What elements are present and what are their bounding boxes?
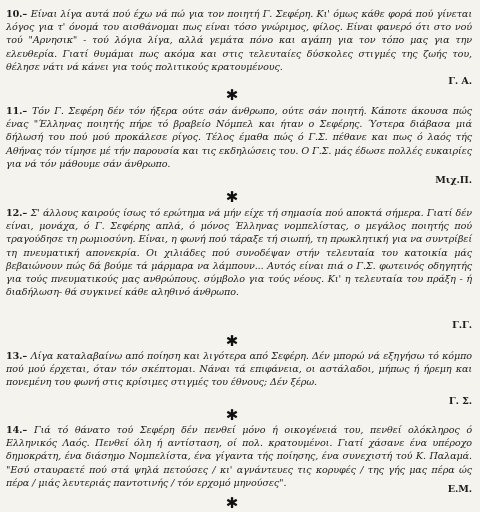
entry-number: 11: [6, 106, 20, 117]
asterisk-separator: ✱: [225, 494, 239, 512]
entry-signature: Γ. Α.: [448, 75, 472, 87]
entry-text: Γιά τό θάνατο τού Σεφέρη δέν πενθεί μόνο ή οικογένειά του, πενθεί ολόκληρος ό Ελληνικός Λαός. Πενθεί όλη ή αντίσταση, οί πολ. κρατουμένοι. Γιατί χάσανε ένα υπέροχο δημοκράτη, ένα διάσημο Νομπελίστα, ένα γίγαντα τής ποίησης, ένα συνεχιστή τού Κ. Παλαμά. "Εσύ σταυραετέ πού στά ψηλά πετούσες / κι' αγνάντευες τις κορυφές / της γής μας πέρα ώς πέρα / μιάς λευτεριάς παντοτινής / τόν ερχομό μηνούσες".: [6, 425, 472, 489]
entry-13: 13.– Λίγα καταλαβαίνω από ποίηση και λιγότερα από Σεφέρη. Δέν μπορώ νά εξηγήσω τό κόμπο πού μού έρχεται, όταν τόν σκέπτομαι. Νάναι τά επιφάνεια, οι αστάλαδοι, μήπως ή ήρεμη και πονεμένη του φωνή στις κρίσιμες στιγμές του έθνους; Δέν ξέρω. Γ. Σ.: [6, 351, 472, 407]
entry-text: Σ' άλλους καιρούς ίσως τό ερώτημα νά μήν είχε τή σημασία πού αποκτά σήμερα. Γιατί δέν είναι, μονάχα, ό Γ. Σεφέρης απλά, ό μόνος Έλληνας νομπελίστας, ο μεγάλος ποιητής πού τραγούδησε τη ρωμιοσύνη. Είναι, η φωνή πού τάραξε τή σιωπή, τη πρωκλητική για να συντρίβεί τη πνευματική απονεκρία. Οι χιλιάδες πού συνοδέψαν στήν τελευταία του κατοικία μάς βεβαιώνουν πώς δά βούμε τά μάρμαρα να λάμπουν... Αυτός είναι πιά ο Γ.Σ. φωτεινός οδηγητής για τούς πνευματικούς μας ανθρώπους. σύμβολο για τούς νέους. Κι' η τελευταία του πράξη - ή διαδήλωση- θά συγκινεί κάθε αληθινό άνθρωπο.: [6, 208, 472, 299]
entry-text: Τόν Γ. Σεφέρη δέν τόν ήξερα ούτε σάν άνθρωπο, ούτε σάν ποιητή. Κάποτε άκουσα πώς ένας "Έλληνας ποιητής πήρε τό βραβείο Νόμπελ και ήταν ο Σεφέρης. Ύστερα διάβασα μιά δήλωσή του πού μού προκάλεσε ρίγος. Τέλος έμαθα πώς ό Γ.Σ. πέθανε και πως ό λαός τής Αθήνας τόν τίμησε μέ τήν παρουσία και τις εκδηλώσεις του. Ο Γ.Σ. μάς έδωσε πολλές ευκαιρίες για νά τόν μάθουμε σάν άνθρωπο.: [6, 106, 472, 170]
entry-number: 10: [6, 9, 20, 20]
entry-number: 13: [6, 351, 20, 362]
asterisk-separator: ✱: [225, 332, 239, 350]
entry-signature: Μιχ.Π.: [435, 174, 472, 186]
entry-text: Είναι λίγα αυτά πού έχω νά πώ για τον ποιητή Γ. Σεφέρη. Κι' όμως κάθε φορά πού γίνεται λόγος για τ' όνομά του αισθάνομαι πως είναι τόσο γνώριμος, φίλος. Είναι φανερό ότι στο νού τού "Αρνησικ" - τού λόγια λίγα, αλλά γεμάτα πόνο και αγάπη για τον τόπο μας για την ελευθερία. Γιατί θυμάμαι πως ακόμα και στις τελευταίες δύσκολες στιγμές της ζωής του, θέλησε νάτι νά κάνει για τούς πολιτικούς κρατουμένους.: [6, 9, 472, 73]
asterisk-separator: ✱: [225, 188, 239, 206]
entry-text: Λίγα καταλαβαίνω από ποίηση και λιγότερα από Σεφέρη. Δέν μπορώ νά εξηγήσω τό κόμπο πού μού έρχεται, όταν τόν σκέπτομαι. Νάναι τά επιφάνεια, οι αστάλαδοι, μήπως ή ήρεμη και πονεμένη του φωνή στις κρίσιμες στιγμές του έθνους; Δέν ξέρω.: [6, 351, 472, 389]
entry-signature: Γ. Σ.: [448, 395, 472, 407]
asterisk-separator: ✱: [225, 406, 239, 424]
entry-number: 14: [6, 425, 20, 436]
entry-10: 10.– Είναι λίγα αυτά πού έχω νά πώ για τον ποιητή Γ. Σεφέρη. Κι' όμως κάθε φορά πού γίνεται λόγος για τ' όνομά του αισθάνομαι πως είναι τόσο γνώριμος, φίλος. Είναι φανερό ότι στο νού τού "Αρνησικ" - τού λόγια λίγα, αλλά γεμάτα πόνο και αγάπη για τον τόπο μας για την ελευθερία. Γιατί θυμάμαι πως ακόμα και στις τελευταίες δύσκολες στιγμές της ζωής του, θέλησε νάτι νά κάνει για τούς πολιτικούς κρατουμένους. Γ. Α.: [6, 9, 472, 87]
entry-11: 11.– Τόν Γ. Σεφέρη δέν τόν ήξερα ούτε σάν άνθρωπο, ούτε σάν ποιητή. Κάποτε άκουσα πώς ένας "Έλληνας ποιητής πήρε τό βραβείο Νόμπελ και ήταν ο Σεφέρης. Ύστερα διάβασα μιά δήλωσή του πού μού προκάλεσε ρίγος. Τέλος έμαθα πώς ό Γ.Σ. πέθανε και πως ό λαός τής Αθήνας τόν τίμησε μέ τήν παρουσία και τις εκδηλώσεις του. Ο Γ.Σ. μάς έδωσε πολλές ευκαιρίες για νά τόν μάθουμε σάν άνθρωπο. Μιχ.Π.: [6, 106, 472, 186]
entry-14: 14.– Γιά τό θάνατο τού Σεφέρη δέν πενθεί μόνο ή οικογένειά του, πενθεί ολόκληρος ό Ελληνικός Λαός. Πενθεί όλη ή αντίσταση, οί πολ. κρατουμένοι. Γιατί χάσανε ένα υπέροχο δημοκράτη, ένα διάσημο Νομπελίστα, ένα γίγαντα τής ποίησης, ένα συνεχιστή τού Κ. Παλαμά. "Εσύ σταυραετέ πού στά ψηλά πετούσες / κι' αγνάντευες τις κορυφές / της γής μας πέρα ώς πέρα / μιάς λευτεριάς παντοτινής / τόν ερχομό μηνούσες". Ε.Μ.: [6, 425, 472, 495]
asterisk-separator: ✱: [225, 86, 239, 104]
entry-signature: Ε.Μ.: [447, 483, 472, 495]
entry-signature: Γ.Γ.: [452, 319, 472, 331]
entry-number: 12: [6, 208, 20, 219]
entry-12: 12.– Σ' άλλους καιρούς ίσως τό ερώτημα νά μήν είχε τή σημασία πού αποκτά σήμερα. Γιατί δέν είναι, μονάχα, ό Γ. Σεφέρης απλά, ό μόνος Έλληνας νομπελίστας, ο μεγάλος ποιητής πού τραγούδησε τη ρωμιοσύνη. Είναι, η φωνή πού τάραξε τή σιωπή, τη πρωκλητική για να συντρίβεί τη πνευματική απονεκρία. Οι χιλιάδες πού συνοδέψαν στήν τελευταία του κατοικία μάς βεβαιώνουν πώς δά βούμε τά μάρμαρα να λάμπουν... Αυτός είναι πιά ο Γ.Σ. φωτεινός οδηγητής για τούς πνευματικούς μας ανθρώπους. σύμβολο για τούς νέους. Κι' η τελευταία του πράξη - ή διαδήλωση- θά συγκινεί κάθε αληθινό άνθρωπο. Γ.Γ.: [6, 208, 472, 331]
